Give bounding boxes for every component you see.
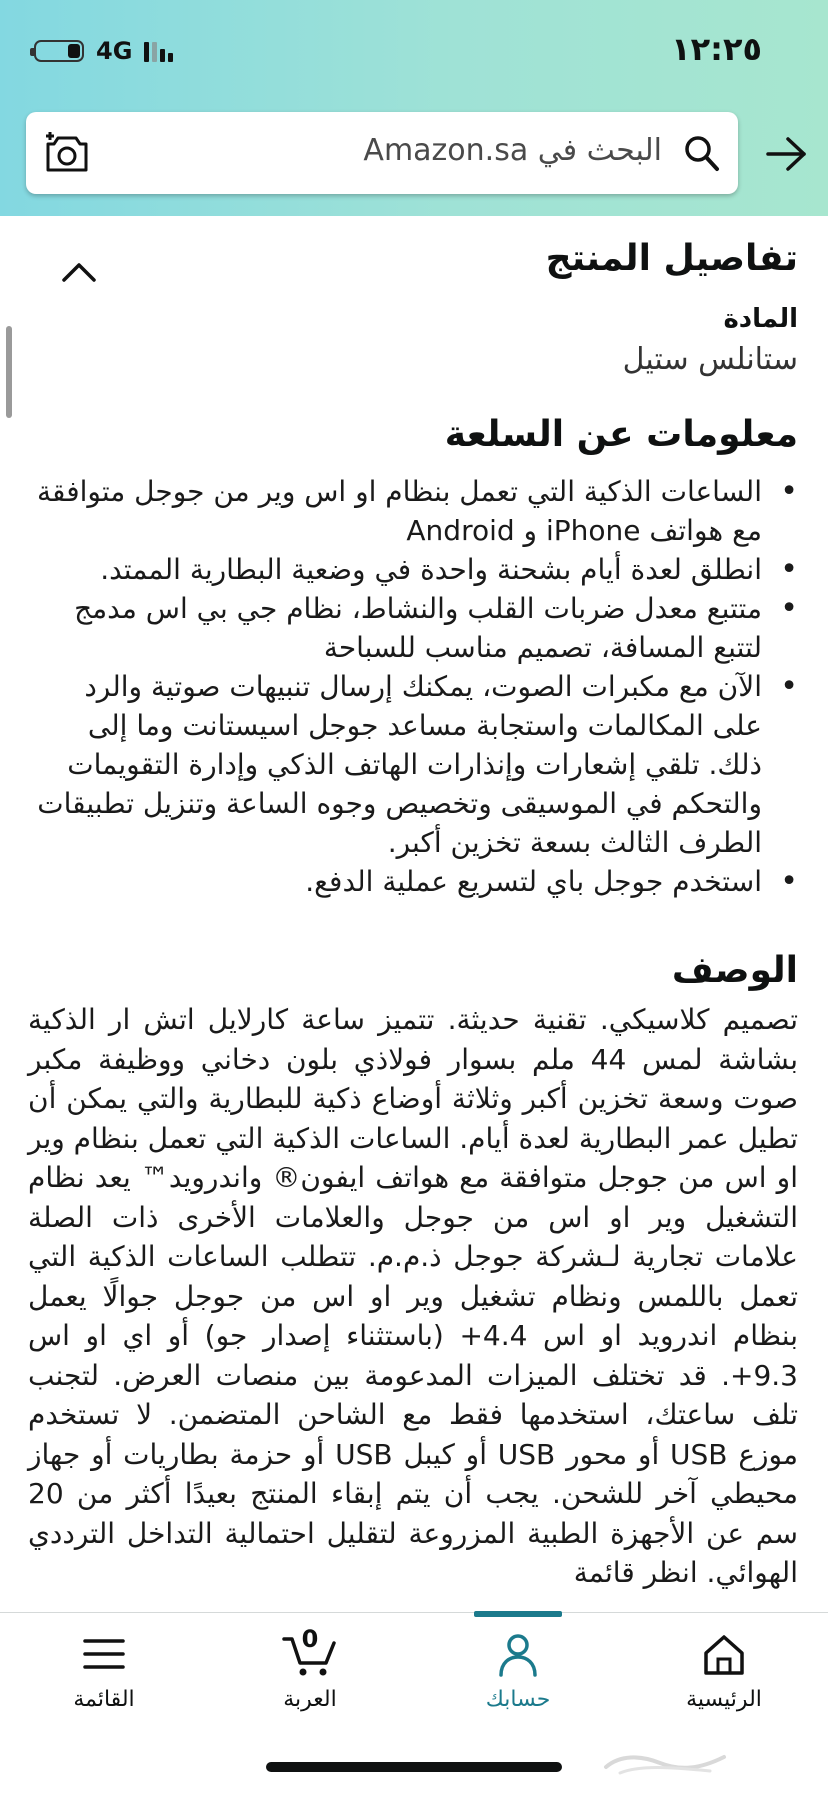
status-time: ١٢:٢٥ — [671, 30, 762, 68]
feature-bullet: • متتبع معدل ضربات القلب والنشاط، نظام جي بي اس مدمج لتتبع المسافة، تصميم مناسب للسباحة — [28, 589, 798, 667]
material-value: ستانلس ستيل — [622, 342, 798, 377]
product-detail-content[interactable] — [0, 216, 828, 1612]
tab-cart-label: العربة — [283, 1687, 337, 1712]
material-label: المادة — [723, 304, 798, 334]
feature-bullet: • الساعات الذكية التي تعمل بنظام او اس وير من جوجل متوافقة مع هواتف iPhone و Android — [28, 472, 798, 550]
watermark-logo-icon — [600, 1747, 730, 1777]
status-indicators — [34, 36, 176, 66]
scrollbar[interactable] — [6, 326, 12, 418]
feature-bullet: • استخدم جوجل باي لتسريع عملية الدفع. — [28, 862, 798, 901]
battery-icon — [34, 40, 84, 62]
back-arrow-icon[interactable] — [764, 134, 808, 174]
feature-bullet: • الآن مع مكبرات الصوت، يمكنك إرسال تنبيهات صوتية والرد على المكالمات واستجابة مساعد جوجل اسيستانت وما إلى ذلك. تلقي إشعارات وإنذارات الهاتف الذكي وإدارة التقويمات والتحكم في الموسيقى وتخصيص وجوه الساعة وتنزيل تطبيقات الطرف الثالث بسعة تخزين أكبر. — [28, 667, 798, 862]
product-details-title: تفاصيل المنتج — [545, 238, 798, 279]
tab-menu-label: القائمة — [73, 1687, 135, 1712]
search-icon[interactable] — [680, 132, 722, 174]
tab-account-label: حسابك — [485, 1687, 551, 1712]
feature-bullets — [28, 472, 798, 901]
about-item-title: معلومات عن السلعة — [444, 414, 798, 455]
description-text: تصميم كلاسيكي. تقنية حديثة. تتميز ساعة كارلايل اتش ار الذكية بشاشة لمس 44 ملم بسوار فولاذي بلون دخاني ووظيفة مكبر صوت وسعة تخزين أكبر وثلاثة أوضاع ذكية للبطارية والتي يمكن أن تطيل عمر البطارية لعدة أيام. الساعات الذكية التي تعمل بنظام وير او اس من جوجل متوافقة مع هواتف ايفون® واندرويد™ يعد نظام التشغيل وير او اس من جوجل والعلامات الأخرى ذات الصلة علامات تجارية لـشركة جوجل ذ.م.م. تتطلب الساعات الذكية التي تعمل باللمس ونظام تشغيل وير او اس من جوجل جوالًا يعمل بنظام اندرويد او اس 4.4+ (باستثناء إصدار جو) أو اي او اس 9.3+. قد تختلف الميزات المدعومة بين منصات العرض. لتجنب تلف ساعتك، استخدمها فقط مع الشاحن المتضمن. لا تستخدم موزع USB أو محور USB أو كيبل USB أو حزمة بطاريات أو جهاز محيطي آخر للشحن. يجب أن يتم إبقاء المنتج بعيدًا أكثر من 20 سم عن الأجهزة الطبية المزروعة لتقليل احتمالية التداخل الترددي الهوائي. انظر قائمة — [28, 1003, 799, 1589]
tab-menu[interactable] — [24, 1631, 184, 1731]
top-header — [0, 0, 828, 216]
search-input[interactable]: البحث في Amazon.sa — [363, 133, 662, 168]
feature-bullet: • انطلق لعدة أيام بشحنة واحدة في وضعية البطارية الممتد. — [28, 550, 798, 589]
camera-icon[interactable] — [44, 130, 90, 176]
tab-home[interactable] — [644, 1631, 804, 1731]
signal-icon — [144, 40, 176, 62]
home-icon — [701, 1631, 747, 1677]
chevron-up-icon[interactable] — [60, 258, 98, 286]
active-tab-indicator — [474, 1611, 562, 1617]
cart-count-badge: 0 — [301, 1625, 319, 1653]
network-type: 4G — [96, 37, 133, 65]
description-title: الوصف — [671, 950, 798, 991]
tab-home-label: الرئيسية — [686, 1687, 762, 1712]
tab-account[interactable] — [438, 1631, 598, 1731]
tab-cart[interactable] — [230, 1625, 390, 1731]
account-icon — [495, 1631, 541, 1677]
menu-icon — [81, 1631, 127, 1677]
search-bar[interactable] — [26, 112, 738, 194]
home-indicator[interactable] — [266, 1762, 562, 1772]
